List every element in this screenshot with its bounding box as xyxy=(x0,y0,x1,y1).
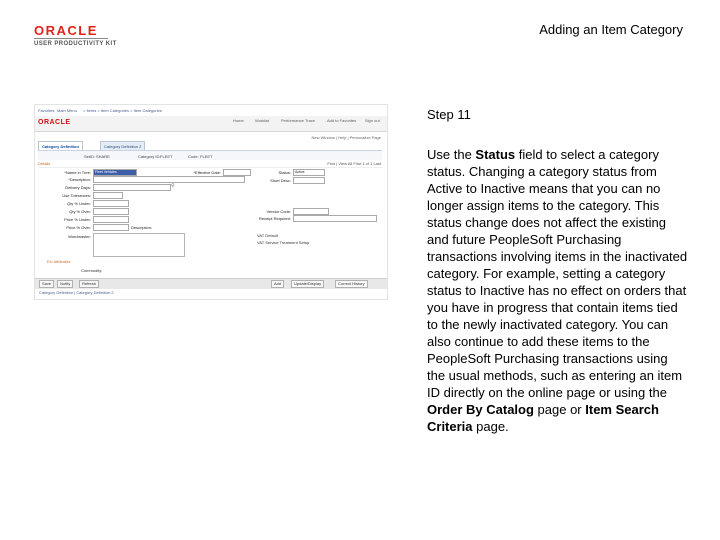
price-over-input[interactable] xyxy=(93,224,129,231)
category-label: Category ID: xyxy=(138,154,161,159)
status-value: Active xyxy=(295,170,305,174)
qty-under-label: Qty % Under: xyxy=(66,201,91,206)
vat-default-link[interactable]: VAT Default xyxy=(257,233,278,238)
oracle-upk-logo xyxy=(34,24,126,48)
setid-label: SetID: xyxy=(84,154,96,159)
menu-performance[interactable]: Performance Trace xyxy=(281,118,316,123)
logo-divider xyxy=(34,38,108,39)
step-heading: Step 11 xyxy=(427,107,471,122)
setid-value: SHARE xyxy=(96,154,110,159)
delivery-input[interactable] xyxy=(93,184,171,191)
menu-worklist[interactable]: Worklist xyxy=(255,118,270,123)
category-value: FLEET xyxy=(160,154,173,159)
step-panel xyxy=(427,107,689,122)
vat-service-link[interactable]: VAT Service Treatment Setup xyxy=(257,240,310,245)
add-button[interactable]: Add xyxy=(271,280,284,288)
wordmaster-label: Wordmaster: xyxy=(68,234,91,239)
desc-item-search-criteria-bold: Item Search Criteria xyxy=(427,402,659,434)
short-desc-input[interactable] xyxy=(293,177,325,184)
price-over-label: Price % Over: xyxy=(66,225,91,230)
menu-favorites[interactable]: Add to Favorites xyxy=(327,118,357,123)
top-nav xyxy=(35,105,387,116)
receipt-select[interactable] xyxy=(293,215,377,222)
details-section-label: Details xyxy=(38,161,51,166)
tolerances-input[interactable] xyxy=(93,192,123,199)
nav-favorites[interactable]: Favorites xyxy=(38,108,55,113)
slide-title: Adding an Item Category xyxy=(539,22,683,37)
nav-breadcrumb[interactable]: > Items > Item Categories > Item Categories xyxy=(83,108,162,113)
eu-attributes-label: EU Attributes xyxy=(47,259,71,264)
section-navigation[interactable]: Find | View All First 1 of 1 Last xyxy=(327,161,381,166)
tolerances-label: Use Tolerances: xyxy=(62,193,91,198)
desc-text-4: page. xyxy=(472,419,509,434)
eu-commodity-label: Commodity: xyxy=(81,268,103,273)
qty-over-input[interactable] xyxy=(93,208,129,215)
tab-category-definition-2[interactable]: Category Definition 2 xyxy=(100,141,145,151)
desc-text-2: field to select a category status. Changing a category status from Active to Inactive means that you can no longer assign items to the category. This status change does not affect the existing and future PeopleSoft Purchasing transactions involving items in the inactivated category. For example, setting a category status to Inactive has no effect on orders that you have in progress that contain items tied to the newly inactivated category. You can also continue to add these items to the PeopleSoft Purchasing transactions using the usual methods, such as entering an item ID directly on the online page or using the xyxy=(427,147,688,400)
menu-signout[interactable]: Sign out xyxy=(365,118,380,123)
tab-category-definition[interactable]: Category Definition xyxy=(38,141,83,151)
description2-label: Description: xyxy=(131,225,153,230)
lookup-icon[interactable]: ⚲ xyxy=(171,183,175,189)
status-select[interactable] xyxy=(293,169,325,176)
embedded-screenshot xyxy=(34,104,388,300)
step-description xyxy=(427,146,689,435)
qty-under-input[interactable] xyxy=(93,200,129,207)
bottom-page-links[interactable]: Category Definition | Category Definition 2 xyxy=(39,290,114,295)
desc-status-bold: Status xyxy=(475,147,516,162)
vendor-input[interactable] xyxy=(293,208,329,215)
logo-brand: ORACLE xyxy=(34,23,98,38)
effdate-label: *Effective Date: xyxy=(193,170,221,175)
menu-home[interactable]: Home xyxy=(233,118,244,123)
desc-order-by-catalog-bold: Order By Catalog xyxy=(427,402,534,417)
desc-text-1: Use the xyxy=(427,147,476,162)
name-input[interactable] xyxy=(93,169,137,176)
code-label: Code: xyxy=(188,154,199,159)
status-label: Status: xyxy=(278,170,291,175)
vendor-label: Vendor Code: xyxy=(266,209,291,214)
price-under-label: Price % Under: xyxy=(64,217,91,222)
name-value: Fleet Vehicles xyxy=(95,170,117,174)
description-label: *Description: xyxy=(68,177,91,182)
desc-text-3: page or xyxy=(533,402,586,417)
name-label: *Name in Tree: xyxy=(64,170,91,175)
refresh-button[interactable]: Refresh xyxy=(79,280,99,288)
effdate-input[interactable] xyxy=(223,169,251,176)
wordmaster-textarea[interactable] xyxy=(93,233,185,257)
price-under-input[interactable] xyxy=(93,216,129,223)
description-input[interactable] xyxy=(93,176,245,183)
utility-links[interactable]: New Window | Help | Personalize Page xyxy=(311,135,381,140)
save-button[interactable]: Save xyxy=(39,280,54,288)
delivery-label: Delivery Days: xyxy=(65,185,91,190)
correct-history-button[interactable]: Correct History xyxy=(335,280,368,288)
code-value: FLEET xyxy=(200,154,213,159)
app-brand: ORACLE xyxy=(38,119,71,126)
nav-main-menu[interactable]: Main Menu xyxy=(57,108,77,113)
qty-over-label: Qty % Over: xyxy=(69,209,91,214)
receipt-label: Receipt Required: xyxy=(258,216,291,221)
notify-button[interactable]: Notify xyxy=(57,280,73,288)
short-desc-label: Short Desc: xyxy=(270,178,291,183)
logo-tagline: USER PRODUCTIVITY KIT xyxy=(34,41,117,47)
update-display-button[interactable]: Update/Display xyxy=(291,280,324,288)
